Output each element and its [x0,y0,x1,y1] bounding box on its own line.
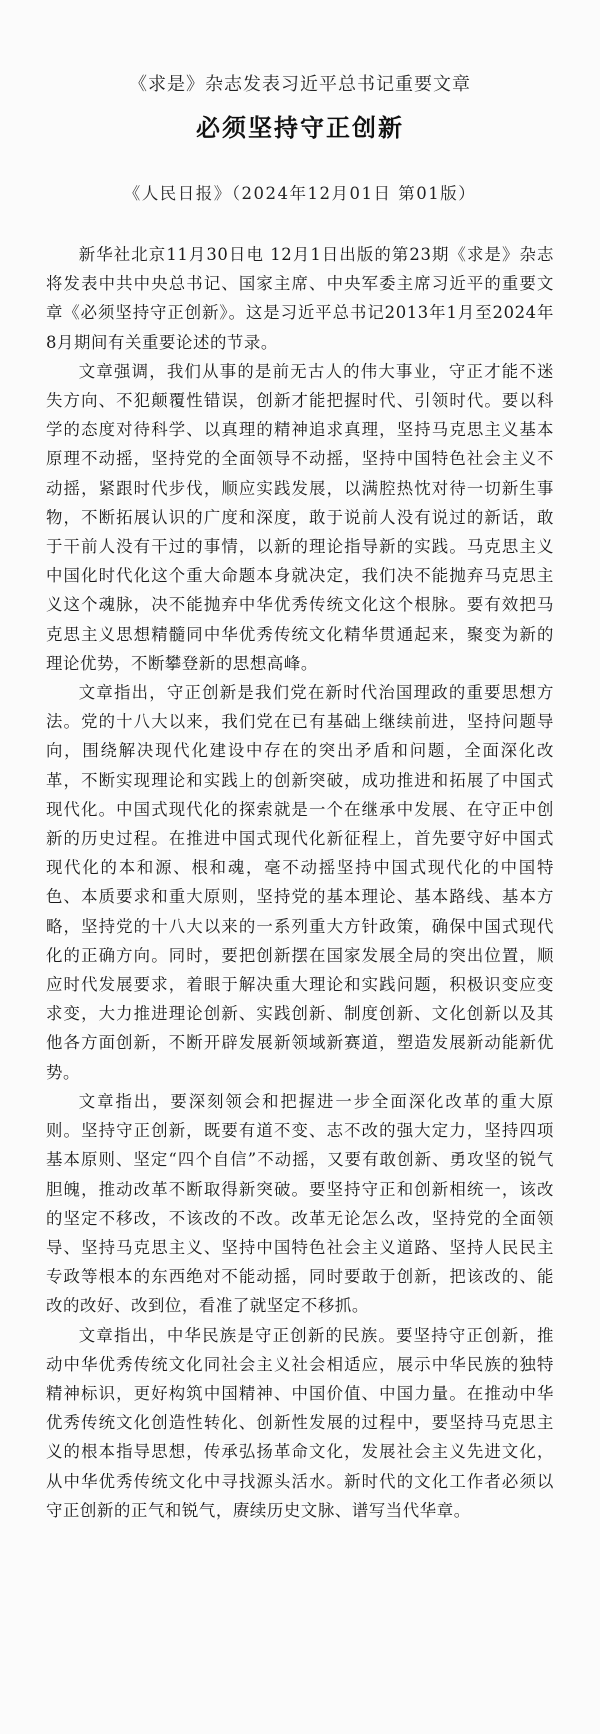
article-paragraph: 新华社北京11月30日电 12月1日出版的第23期《求是》杂志将发表中共中央总书记、国家主席、中央军委主席习近平的重要文章《必须坚持守正创新》。这是习近平总书记2013年1月至2024年8月期间有关重要论述的节录。 [46,245,554,352]
article-paragraph: 文章指出，中华民族是守正创新的民族。要坚持守正创新，推动中华优秀传统文化同社会主义社会相适应，展示中华民族的独特精神标识，更好构筑中国精神、中国价值、中国力量。在推动中华优秀传统文化创造性转化、创新性发展的过程中，要坚持马克思主义的根本指导思想，传承弘扬革命文化，发展社会主义先进文化，从中华优秀传统文化中寻找源头活水。新时代的文化工作者必须以守正创新的正气和锐气，赓续历史文脉、谱写当代华章。 [46,1325,554,1520]
article-paragraph: 文章指出，守正创新是我们党在新时代治国理政的重要思想方法。党的十八大以来，我们党在已有基础上继续前进，坚持问题导向，围绕解决现代化建设中存在的突出矛盾和问题，全面深化改革，不断实现理论和实践上的创新突破，成功推进和拓展了中国式现代化。中国式现代化的探索就是一个在继承中发展、在守正中创新的历史过程。在推进中国式现代化新征程上，首先要守好中国式现代化的本和源、根和魂，毫不动摇坚持中国式现代化的中国特色、本质要求和重大原则，坚持党的基本理论、基本路线、基本方略，坚持党的十八大以来的一系列重大方针政策，确保中国式现代化的正确方向。同时，要把创新摆在国家发展全局的突出位置，顺应时代发展要求，着眼于解决重大理论和实践问题，积极识变应变求变，大力推进理论创新、实践创新、制度创新、文化创新以及其他各方面创新，不断开辟发展新领域新赛道，塑造发展新动能新优势。 [46,683,554,1082]
article-title: 必须坚持守正创新 [196,113,404,142]
article-paragraph: 文章强调，我们从事的是前无古人的伟大事业，守正才能不迷失方向、不犯颠覆性错误，创新才能把握时代、引领时代。要以科学的态度对待科学、以真理的精神追求真理，坚持马克思主义基本原理不动摇，坚持党的全面领导不动摇，坚持中国特色社会主义不动摇，紧跟时代步伐，顺应实践发展，以满腔热忱对待一切新生事物，不断拓展认识的广度和深度，敢于说前人没有说过的新话，敢于干前人没有干过的事情，以新的理论指导新的实践。马克思主义中国化时代化这个重大命题本身就决定，我们决不能抛弃马克思主义这个魂脉，决不能抛弃中华优秀传统文化这个根脉。要有效把马克思主义思想精髓同中华优秀传统文化精华贯通起来，聚变为新的理论优势，不断攀登新的思想高峰。 [46,361,554,673]
article-paragraph: 文章指出，要深刻领会和把握进一步全面深化改革的重大原则。坚持守正创新，既要有道不变、志不改的强大定力，坚持四项基本原则、坚定“四个自信”不动摇，又要有敢创新、勇攻坚的锐气胆魄，推动改革不断取得新突破。要坚持守正和创新相统一，该改的坚定不移改，不该改的不改。改革无论怎么改，坚持党的全面领导、坚持马克思主义、坚持中国特色社会主义道路、坚持人民民主专政等根本的东西绝对不能动摇，同时要敢于创新，把该改的、能改的改好、改到位，看准了就坚定不移抓。 [46,1091,554,1316]
article-source: 《人民日报》（2024年12月01日 第01版） [123,184,477,203]
article-kicker: 《求是》杂志发表习近平总书记重要文章 [129,74,471,95]
article-body [46,240,554,1525]
